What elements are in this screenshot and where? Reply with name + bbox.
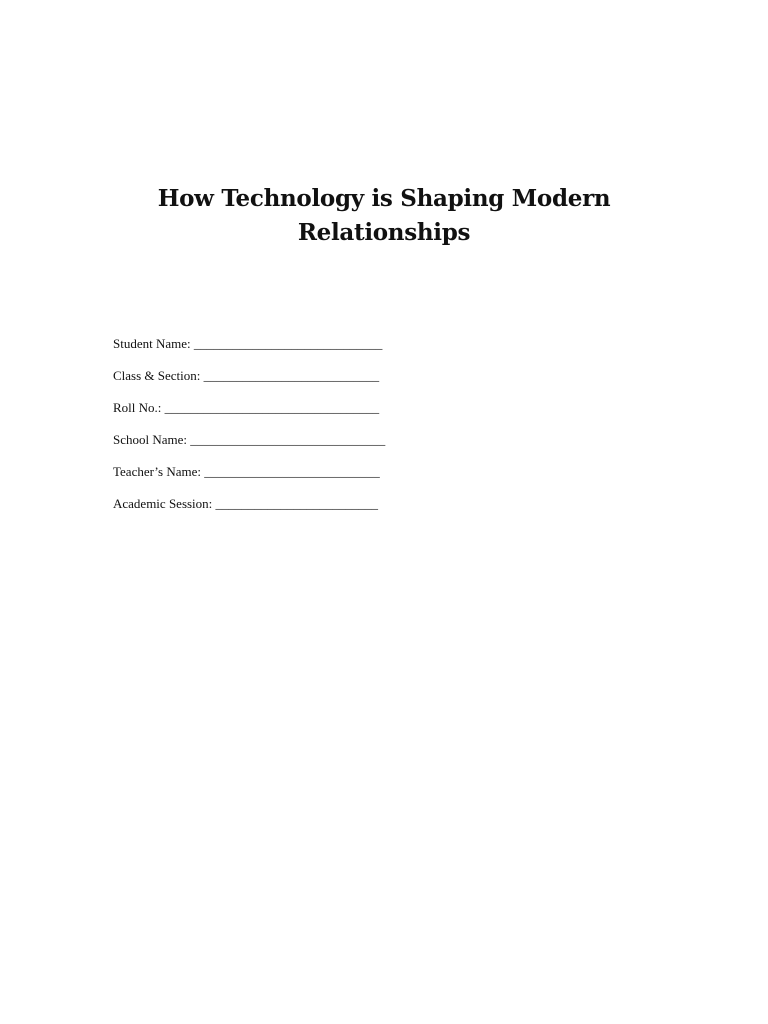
roll-no-field: Roll No.: _________________________________ <box>113 400 380 415</box>
academic-session-field: Academic Session: _________________________ <box>113 496 379 511</box>
class-section-field: Class & Section: ___________________________ <box>113 368 380 383</box>
student-details-form <box>113 335 385 527</box>
teacher-name-field: Teacher’s Name: ___________________________ <box>113 464 380 479</box>
school-name-field: School Name: ______________________________ <box>113 432 386 447</box>
title-line-1: How Technology is Shaping Modern <box>157 185 611 212</box>
title-line-2: Relationships <box>297 219 471 246</box>
page-title <box>0 182 768 250</box>
student-name-field: Student Name: _____________________________ <box>113 336 383 351</box>
